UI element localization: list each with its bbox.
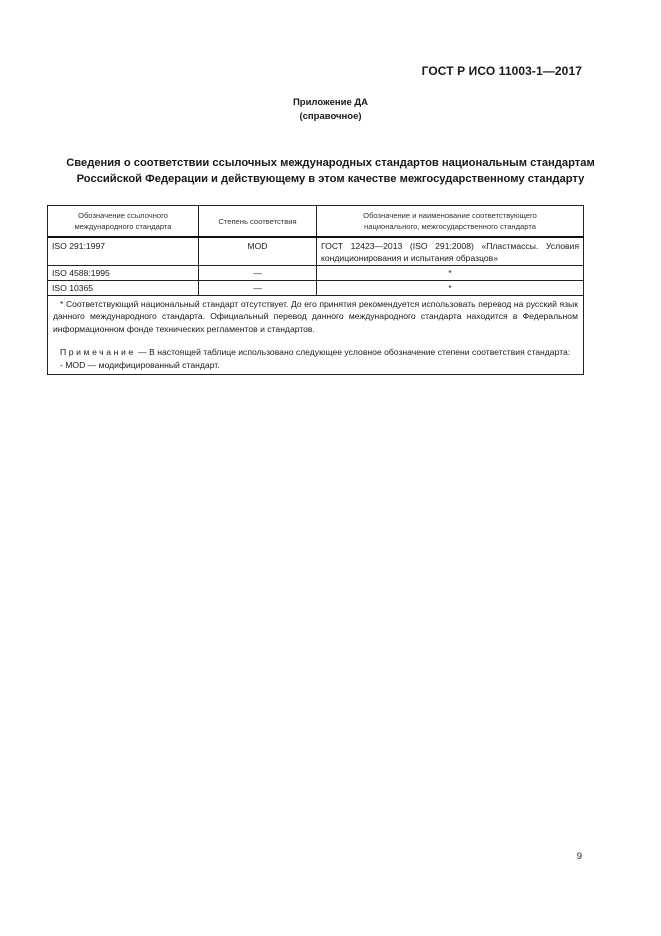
cell-degree: —: [199, 281, 317, 296]
annex-title: Приложение ДА: [292, 97, 369, 108]
note-text: — В настоящей таблице использовано следующее условное обозначение степени соответствия стандарта:: [138, 347, 571, 358]
cell-reference-code: ISO 291:1997: [48, 237, 199, 266]
header-national-standard: [317, 206, 584, 238]
table-footer-cell: [48, 296, 584, 375]
document-code: ГОСТ Р ИСО 11003-1—2017: [421, 64, 582, 78]
section-title-line-2: Российской Федерации и действующему в этом качестве межгосударственному стандарту: [76, 173, 585, 185]
header-national-standard-line-1: Обозначение и наименование соответствующего: [363, 211, 537, 220]
table-row: [48, 266, 584, 281]
header-degree: Степень соответствия: [199, 206, 317, 238]
section-title: [40, 155, 621, 187]
correspondence-table: [47, 205, 584, 375]
header-reference-standard-line-1: Обозначение ссылочного: [78, 211, 168, 220]
cell-degree: —: [199, 266, 317, 281]
annex-subtitle: (справочное): [299, 111, 362, 122]
cell-national-standard: *: [317, 281, 584, 296]
table-footer-row: [48, 296, 584, 375]
table-row: [48, 281, 584, 296]
cell-reference-code: ISO 10365: [48, 281, 199, 296]
table-header-row: [48, 206, 584, 238]
cell-national-standard: ГОСТ 12423—2013 (ISO 291:2008) «Пластмассы. Условия кондиционирования и испытания образцов»: [317, 237, 584, 266]
note-label: Примечание: [60, 347, 136, 358]
header-reference-standard-line-2: международного стандарта: [74, 222, 172, 231]
annex-heading: [0, 96, 661, 124]
cell-degree: MOD: [199, 237, 317, 266]
table-footnote: * Соответствующий национальный стандарт отсутствует. До его принятия рекомендуется использовать перевод на русский язык данного международного стандарта. Официальный перевод данного международного стандарта находится в Федеральном информационном фонде технических регламентов и стандартов.: [53, 299, 578, 334]
table-note: [53, 346, 578, 358]
table-row: [48, 237, 584, 266]
cell-reference-code: ISO 4588:1995: [48, 266, 199, 281]
note-list-item: - MOD — модифицированный стандарт.: [60, 359, 220, 370]
page-number: 9: [576, 851, 582, 862]
cell-national-standard: *: [317, 266, 584, 281]
section-title-line-1: Сведения о соответствии ссылочных международных стандартов национальным стандартам: [66, 157, 595, 169]
header-national-standard-line-2: национального, межгосударственного стандарта: [364, 222, 536, 231]
header-reference-standard: [48, 206, 199, 238]
correspondence-table-wrapper: [47, 205, 583, 375]
